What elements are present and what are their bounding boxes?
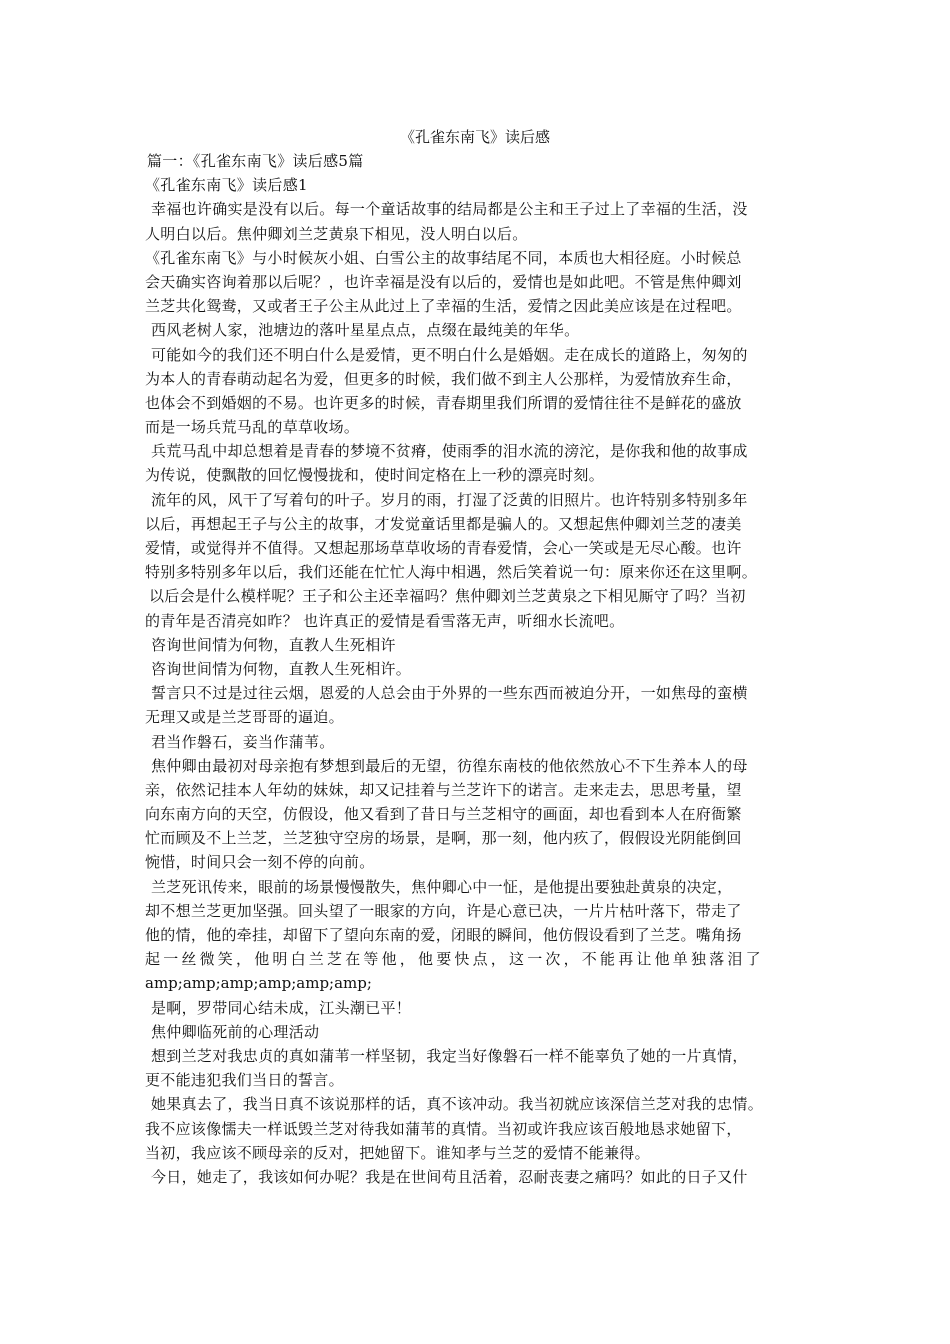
document-title: 《孔雀东南飞》读后感 [399,128,550,146]
text-line: 咨询世间情为何物，直教人生死相许 [151,635,396,654]
text-line: 咨询世间情为何物，直教人生死相许。 [151,659,412,678]
text-line: 忙而顾及不上兰芝，兰芝独守空房的场景，是啊，那一刻，他内疚了，假假设光阴能倒回 [145,829,742,848]
text-line: 会天确实咨询着那以后呢？，也许幸福是没有以后的，爱情也是如此吧。不管是焦仲卿刘 [145,272,742,291]
text-line: 可能如今的我们还不明白什么是爱情，更不明白什么是婚姻。走在成长的道路上，匆匆的 [151,345,748,364]
text-line: 焦仲卿临死前的心理活动 [151,1022,320,1041]
text-line: 向东南方向的天空，仿假设，他又看到了昔日与兰芝相守的画面，却也看到本人在府衙繁 [145,805,742,824]
text-line: 却不想兰芝更加坚强。回头望了一眼家的方向，许是心意已决，一片片枯叶落下，带走了 [145,901,742,920]
text-line: 而是一场兵荒马乱的草草收场。 [145,418,360,437]
document-body [145,149,810,1189]
text-line: 更不能违犯我们当日的誓言。 [145,1071,344,1090]
text-line: 想到兰芝对我忠贞的真如蒲苇一样坚韧，我定当好像磐石一样不能辜负了她的一片真情， [151,1046,748,1065]
text-line: 是啊，罗带同心结未成，江头潮已平！ [151,998,412,1017]
text-line: 流年的风，风干了写着句的叶子。岁月的雨，打湿了泛黄的旧照片。也许特别多特别多年 [151,490,748,509]
text-line: 爱情，或觉得并不值得。又想起那场草草收场的青春爱情，会心一笑或是无尽心酸。也许 [145,539,742,557]
text-line: 我不应该像懦夫一样诋毁兰芝对待我如蒲苇的真情。当初或许我应该百般地恳求她留下， [145,1119,742,1138]
text-line: 也体会不到婚姻的不易。也许更多的时候，青春期里我们所谓的爱情往往不是鲜花的盛放 [145,393,742,412]
text-line: 兰芝死讯传来，眼前的场景慢慢散失，焦仲卿心中一怔，是他提出要独赴黄泉的决定， [151,877,733,896]
text-line: 为传说，使飘散的回忆慢慢拢和，使时间定格在上一秒的漂亮时刻。 [145,466,605,485]
text-line: 当初，我应该不顾母亲的反对，把她留下。谁知孝与兰芝的爱情不能兼得。 [145,1143,650,1162]
subsection-heading: 《孔雀东南飞》读后感1 [145,176,308,195]
text-line: 他的情，他的牵挂，却留下了望向东南的爱，闭眼的瞬间，他仿假设看到了兰芝。嘴角扬 [145,926,742,944]
text-line: 兰芝共化鸳鸯，又或者王子公主从此过上了幸福的生活，爱情之因此美应该是在过程吧。 [145,297,742,316]
text-line: 的青年是否清亮如昨？ 也许真正的爱情是看雪落无声，听细水长流吧。 [145,611,625,630]
text-line: 焦仲卿由最初对母亲抱有梦想到最后的无望，彷徨东南枝的他依然放心不下生养本人的母 [151,756,748,775]
text-line: amp;amp;amp;amp;amp;amp; [145,974,372,993]
text-line: 无理又或是兰芝哥哥的逼迫。 [145,708,344,727]
text-line: 以后会是什么模样呢？王子和公主还幸福吗？焦仲卿刘兰芝黄泉之下相见厮守了吗？当初 [149,587,746,606]
text-line: 幸福也许确实是没有以后。每一个童话故事的结局都是公主和王子过上了幸福的生活，没 [151,200,748,219]
text-line: 以后，再想起王子与公主的故事，才发觉童话里都是骗人的。又想起焦仲卿刘兰芝的凄美 [145,514,742,533]
text-line: 人明白以后。焦仲卿刘兰芝黄泉下相见，没人明白以后。 [145,224,528,243]
text-line: 《孔雀东南飞》与小时候灰小姐、白雪公主的故事结尾不同，本质也大相径庭。小时候总 [145,248,742,267]
text-line: 为本人的青春萌动起名为爱，但更多的时候，我们做不到主人公那样，为爱情放弃生命， [145,369,742,388]
text-line: 西风老树人家，池塘边的落叶星星点点，点缀在最纯美的年华。 [151,321,580,340]
text-line: 起一丝微笑，他明白兰芝在等他，他要快点，这一次，不能再让他单独落泪了 [145,950,764,969]
text-line: 今日，她走了，我该如何办呢？我是在世间苟且活着，忍耐丧妻之痛吗？如此的日子又什 [151,1167,748,1186]
section-heading: 篇一：《孔雀东南飞》读后感5篇 [147,152,364,170]
text-line: 亲，依然记挂本人年幼的妹妹，却又记挂着与兰芝许下的诺言。走来走去，思思考量，望 [145,780,742,799]
text-line: 君当作磐石，妾当作蒲苇。 [151,732,335,751]
text-line: 兵荒马乱中却总想着是青春的梦境不贫瘠，使雨季的泪水流的滂沱，是你我和他的故事成 [151,442,748,461]
text-line: 特别多特别多年以后，我们还能在忙忙人海中相遇，然后笑着说一句：原来你还在这里啊。 [145,563,758,582]
text-line: 誓言只不过是过往云烟，恩爱的人总会由于外界的一些东西而被迫分开，一如焦母的蛮横 [151,684,748,703]
text-line: 她果真去了，我当日真不该说那样的话，真不该冲动。我当初就应该深信兰芝对我的忠情。 [151,1095,764,1114]
text-line: 惋惜，时间只会一刻不停的向前。 [145,853,375,872]
